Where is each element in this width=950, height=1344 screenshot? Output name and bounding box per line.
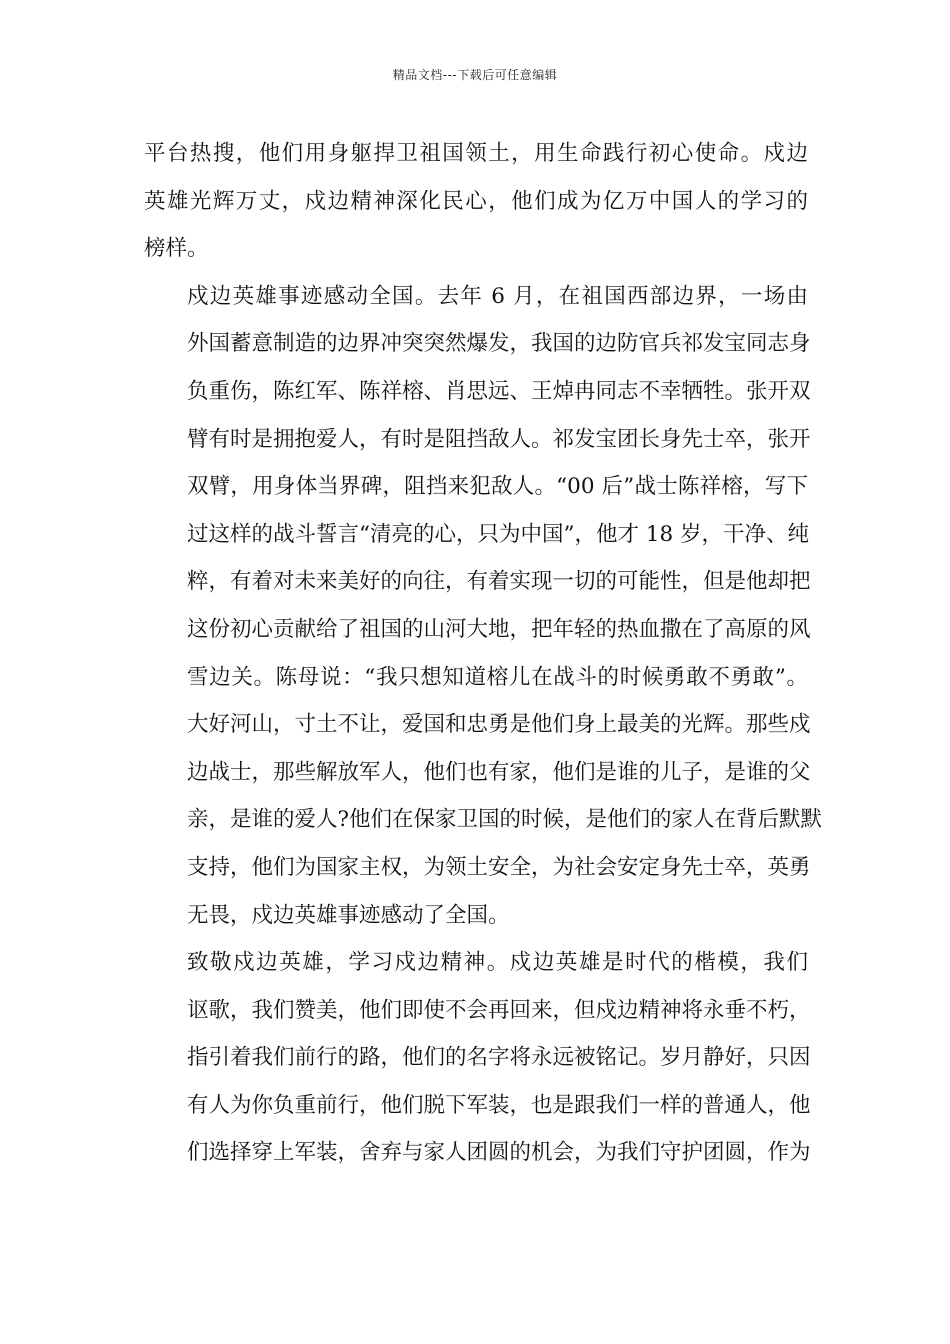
text-line: 粹，有着对未来美好的向往，有着实现一切的可能性，但是他却把 [187,569,811,595]
document-body [144,130,823,1177]
text-line: 们选择穿上军装，舍弃与家人团圆的机会，为我们守护团圆，作为 [187,1140,811,1166]
text-line: 边战士，那些解放军人，他们也有家，他们是谁的儿子，是谁的父 [187,759,811,785]
text-line: 英雄光辉万丈，戍边精神深化民心，他们成为亿万中国人的学习的 [144,188,808,214]
paragraph-1 [144,130,808,273]
text-line: 平台热搜，他们用身躯捍卫祖国领土，用生命践行初心使命。戍边 [144,141,808,166]
text-line: 雪边关。陈母说：“我只想知道榕儿在战斗的时候勇敢不勇敢”。 [187,664,808,690]
text-line: 榜样。 [144,236,209,262]
paragraph-3 [144,939,811,1177]
text-line: 过这样的战斗誓言“清亮的心，只为中国”，他才 18 岁，干净、纯 [187,521,810,547]
text-line: 无畏，戍边英雄事迹感动了全国。 [187,902,510,928]
text-line: 有人为你负重前行，他们脱下军装，也是跟我们一样的普通人，他 [187,1092,811,1118]
text-line: 亲，是谁的爱人?他们在保家卫国的时候，是他们的家人在背后默默 [187,807,823,833]
text-line: 戍边英雄事迹感动全国。去年 6 月，在祖国西部边界，一场由 [187,283,808,309]
text-line: 支持，他们为国家主权，为领土安全，为社会安定身先士卒，英勇 [187,854,811,880]
page-header: 精品文档---下载后可任意编辑 [392,68,558,82]
text-line: 大好河山，寸土不让，爱国和忠勇是他们身上最美的光辉。那些戍 [187,712,811,738]
text-line: 外国蓄意制造的边界冲突突然爆发，我国的边防官兵祁发宝同志身 [187,331,811,357]
text-line: 致敬戍边英雄，学习戍边精神。戍边英雄是时代的楷模，我们 [187,950,808,976]
text-line: 这份初心贡献给了祖国的山河大地，把年轻的热血撒在了高原的风 [187,616,811,642]
text-line: 负重伤，陈红军、陈祥榕、肖思远、王焯冉同志不幸牺牲。张开双 [187,378,811,404]
text-line: 臂有时是拥抱爱人，有时是阻挡敌人。祁发宝团长身先士卒，张开 [187,426,811,452]
text-line: 双臂，用身体当界碑，阻挡来犯敌人。“00 后”战士陈祥榕，写下 [187,474,808,500]
text-line: 指引着我们前行的路，他们的名字将永远被铭记。岁月静好，只因 [187,1045,811,1071]
paragraph-2 [144,273,823,939]
text-line: 讴歌，我们赞美，他们即使不会再回来，但戍边精神将永垂不朽， [187,997,811,1023]
